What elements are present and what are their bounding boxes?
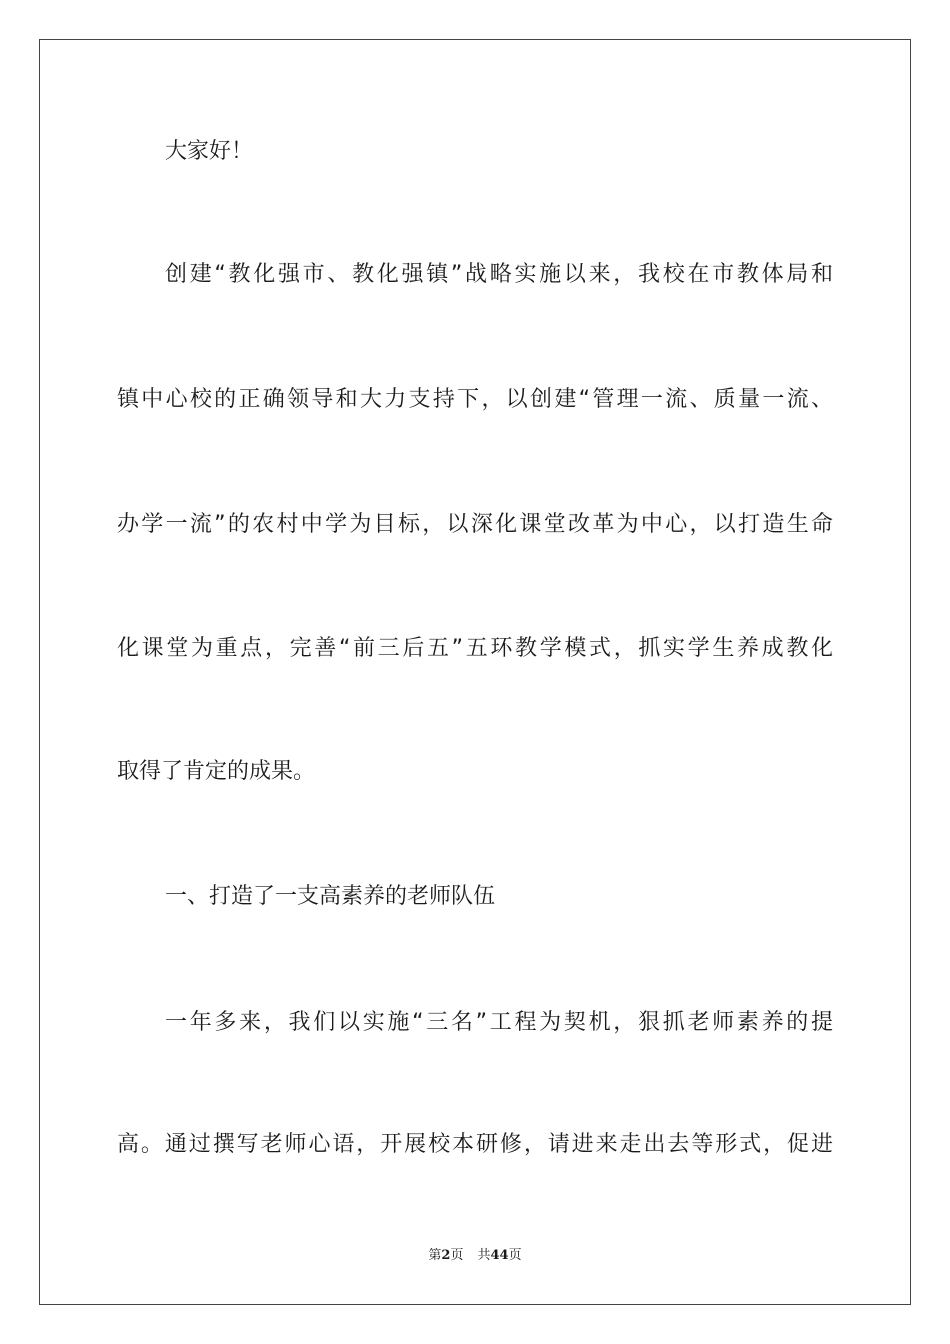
total-pages: 44 — [490, 1248, 509, 1263]
paragraph-line: 一年多来，我们以实施“三名”工程为契机，狠抓老师素养的提 — [165, 1010, 833, 1035]
total-suffix: 页 — [508, 1248, 522, 1263]
paragraph-line: 高。通过撰写老师心语，开展校本研修，请进来走出去等形式，促进 — [117, 1132, 833, 1157]
page-suffix: 页 — [450, 1248, 464, 1263]
section-heading: 一、打造了一支高素养的老师队伍 — [165, 884, 496, 909]
paragraph-line: 化课堂为重点，完善“前三后五”五环教学模式，抓实学生养成教化 — [117, 636, 833, 661]
paragraph-line: 镇中心校的正确领导和大力支持下，以创建“管理一流、质量一流、 — [117, 387, 833, 412]
paragraph-line: 创建“教化强市、教化强镇”战略实施以来，我校在市教体局和 — [165, 262, 833, 287]
paragraph-line: 办学一流”的农村中学为目标，以深化课堂改革为中心，以打造生命 — [117, 512, 833, 537]
page-border — [39, 39, 911, 1305]
page-number: 2 — [441, 1248, 451, 1263]
page-prefix: 第 — [428, 1248, 442, 1263]
paragraph-line: 取得了肯定的成果。 — [117, 759, 316, 784]
page-footer — [0, 1247, 950, 1265]
total-prefix: 共 — [477, 1248, 491, 1263]
greeting-line: 大家好！ — [165, 139, 254, 164]
